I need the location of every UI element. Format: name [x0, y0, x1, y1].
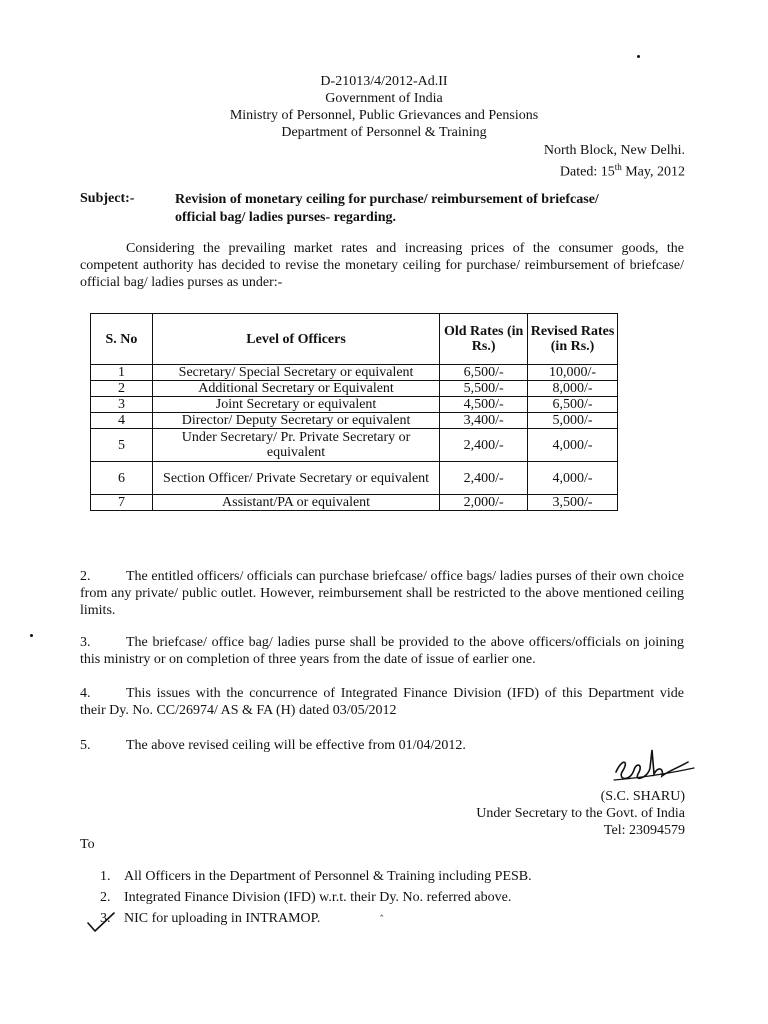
table-row [91, 413, 618, 429]
cell-old-rate: 2,000/- [440, 495, 528, 511]
paragraph-number: 2. [80, 569, 91, 584]
cell-level: Secretary/ Special Secretary or equivalent [152, 365, 439, 381]
paragraph-5 [80, 737, 684, 754]
table-row [91, 429, 618, 462]
cell-revised-rate: 6,500/- [528, 397, 618, 413]
cell-old-rate: 5,500/- [440, 381, 528, 397]
paragraph-text: The briefcase/ office bag/ ladies purse shall be provided to the above officers/officials on joining this ministry or on completion of three years from the date of issue of earlier one. [80, 635, 684, 667]
signatory-telephone: Tel: 23094579 [603, 823, 685, 838]
distribution-item [100, 908, 532, 929]
cell-sno: 1 [91, 365, 153, 381]
distribution-number: 3. [100, 911, 111, 926]
cell-sno: 2 [91, 381, 153, 397]
table-header-row [91, 314, 618, 365]
cell-level: Under Secretary/ Pr. Private Secretary or equivalent [152, 429, 439, 462]
file-reference: D-21013/4/2012-Ad.II [320, 74, 448, 89]
signatory-name: (S.C. SHARU) [600, 789, 685, 804]
paragraph-number: 3. [80, 635, 91, 650]
cell-level: Assistant/PA or equivalent [152, 495, 439, 511]
date-prefix: Dated: 15 [559, 164, 615, 180]
ministry-line: Ministry of Personnel, Public Grievances and Pensions [229, 108, 539, 123]
cell-level: Section Officer/ Private Secretary or equivalent [152, 462, 439, 495]
header-level: Level of Officers [152, 314, 439, 365]
cell-revised-rate: 8,000/- [528, 381, 618, 397]
checkmark-icon [86, 911, 116, 935]
paragraph-2 [80, 568, 684, 619]
paragraph-text: The above revised ceiling will be effective from 01/04/2012. [126, 738, 466, 753]
distribution-text: NIC for uploading in INTRAMOP. [124, 911, 321, 926]
subject-line-2: official bag/ ladies purses- regarding. [175, 210, 397, 225]
cell-old-rate: 6,500/- [440, 365, 528, 381]
cell-old-rate: 4,500/- [440, 397, 528, 413]
cell-revised-rate: 4,000/- [528, 462, 618, 495]
table-row [91, 495, 618, 511]
cell-revised-rate: 5,000/- [528, 413, 618, 429]
place-line: North Block, New Delhi. [543, 143, 685, 158]
cell-level: Additional Secretary or Equivalent [152, 381, 439, 397]
paragraph-number: 5. [80, 738, 91, 753]
subject-label: Subject:- [80, 191, 135, 206]
intro-paragraph: Considering the prevailing market rates and increasing prices of the consumer goods, the competent authority has decided to revise the monetary ceiling for purchase/ reimbursement of briefcase/ official bag/ ladies purses as under:- [80, 241, 684, 290]
cell-old-rate: 2,400/- [440, 429, 528, 462]
paragraph-number: 4. [80, 686, 91, 701]
to-label: To [80, 837, 95, 852]
cell-sno: 5 [91, 429, 153, 462]
distribution-list [100, 866, 532, 929]
cell-revised-rate: 4,000/- [528, 429, 618, 462]
cell-revised-rate: 10,000/- [528, 365, 618, 381]
date-superscript: th [614, 162, 622, 172]
paragraph-3 [80, 634, 684, 668]
distribution-text: Integrated Finance Division (IFD) w.r.t. their Dy. No. referred above. [124, 890, 512, 905]
header-sno: S. No [91, 314, 153, 365]
cell-old-rate: 3,400/- [440, 413, 528, 429]
cell-level: Director/ Deputy Secretary or equivalent [152, 413, 439, 429]
paragraph-text: This issues with the concurrence of Integrated Finance Division (IFD) of this Department vide their Dy. No. CC/26974/ AS & FA (H) dated 03/05/2012 [80, 686, 684, 718]
signatory-designation: Under Secretary to the Govt. of India [476, 806, 685, 821]
table-row [91, 462, 618, 495]
scan-speck [637, 55, 640, 58]
rates-table [90, 313, 618, 511]
table-row [91, 381, 618, 397]
date-line [560, 159, 685, 181]
cell-sno: 4 [91, 413, 153, 429]
date-suffix: May, 2012 [621, 164, 685, 180]
department-line: Department of Personnel & Training [281, 125, 487, 140]
distribution-item [100, 866, 532, 887]
table-row [91, 397, 618, 413]
header-old-rates: Old Rates (in Rs.) [440, 314, 528, 365]
paragraph-4 [80, 685, 684, 719]
cell-sno: 7 [91, 495, 153, 511]
signature-scribble [608, 738, 698, 790]
header-revised-rates: Revised Rates (in Rs.) [528, 314, 618, 365]
distribution-number: 1. [100, 869, 111, 884]
subject-line-1: Revision of monetary ceiling for purchase/ reimbursement of briefcase/ [175, 192, 599, 207]
government-line: Government of India [325, 91, 443, 106]
distribution-item [100, 887, 532, 908]
distribution-text: All Officers in the Department of Personnel & Training including PESB. [124, 869, 532, 884]
cell-revised-rate: 3,500/- [528, 495, 618, 511]
pen-mark: ‸ [380, 906, 384, 917]
cell-level: Joint Secretary or equivalent [152, 397, 439, 413]
paragraph-text: The entitled officers/ officials can purchase briefcase/ office bags/ ladies purses of their own choice from any private/ public outlet. However, reimbursement shall be restricted to the above mentioned ceiling limits. [80, 569, 684, 618]
table-row [91, 365, 618, 381]
scan-speck [30, 634, 33, 637]
cell-old-rate: 2,400/- [440, 462, 528, 495]
subject-text [175, 191, 599, 227]
cell-sno: 6 [91, 462, 153, 495]
distribution-number: 2. [100, 890, 111, 905]
cell-sno: 3 [91, 397, 153, 413]
